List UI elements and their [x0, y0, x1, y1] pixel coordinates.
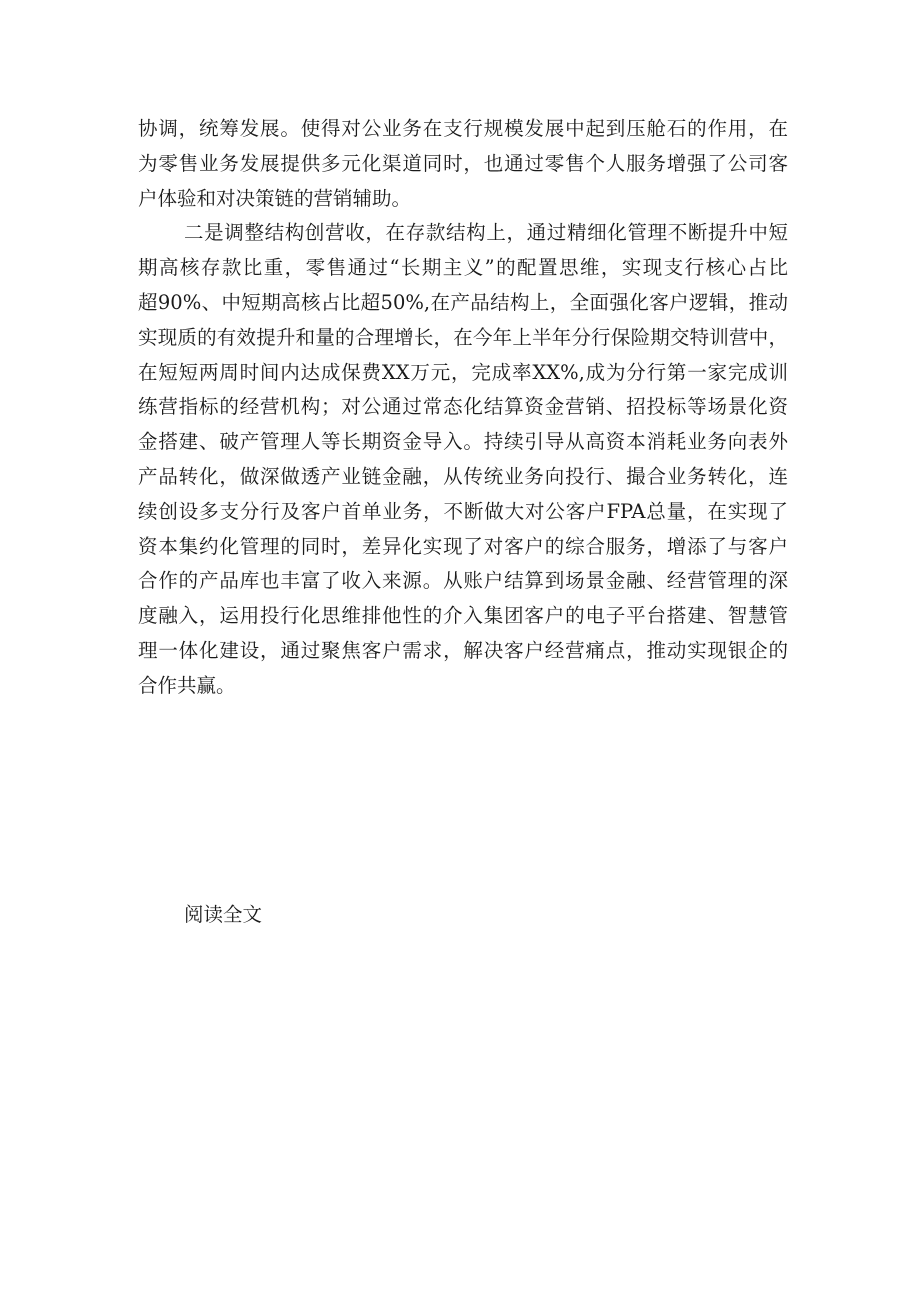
read-full-link[interactable]: 阅读全文: [184, 903, 263, 926]
text-line: 实现质的有效提升和量的合理增长，在今年上半年分行保险期交特训营中，: [138, 325, 788, 349]
text-line: 协调，统筹发展。使得对公业务在支行规模发展中起到压舱石的作用，在: [138, 117, 788, 140]
text-line: 续创设多支分行及客户首单业务，不断做大对公客户FPA总量，在实现了: [138, 499, 788, 523]
text-line: 合作共赢。: [138, 673, 236, 697]
paragraph-2: [138, 216, 788, 703]
text-line: 为零售业务发展提供多元化渠道同时，也通过零售个人服务增强了公司客: [138, 151, 788, 175]
text-line: 产品转化，做深做透产业链金融，从传统业务向投行、撮合业务转化，连: [138, 464, 788, 488]
paragraph-1: [138, 112, 788, 216]
text-line: 合作的产品库也丰富了收入来源。从账户结算到场景金融、经营管理的深: [138, 569, 788, 593]
text-line: 二是调整结构创营收，在存款结构上，通过精细化管理不断提升中短: [184, 221, 788, 245]
text-line: 期高核存款比重，零售通过“长期主义”的配置思维，实现支行核心占比: [138, 256, 788, 280]
text-line: 练营指标的经营机构；对公通过常态化结算资金营销、招投标等场景化资: [138, 395, 788, 419]
text-line: 资本集约化管理的同时，差异化实现了对客户的综合服务，增添了与客户: [138, 534, 788, 558]
text-line: 超90%、中短期高核占比超50%,在产品结构上，全面强化客户逻辑，推动: [138, 290, 788, 314]
text-line: 在短短两周时间内达成保费XX万元，完成率XX%,成为分行第一家完成训: [138, 360, 788, 384]
text-line: 金搭建、破产管理人等长期资金导入。持续引导从高资本消耗业务向表外: [138, 430, 788, 454]
text-line: 户体验和对决策链的营销辅助。: [138, 186, 412, 210]
text-line: 度融入，运用投行化思维排他性的介入集团客户的电子平台搭建、智慧管: [138, 604, 788, 628]
text-line: 理一体化建设，通过聚焦客户需求，解决客户经营痛点，推动实现银企的: [138, 638, 788, 662]
article-body: [138, 112, 788, 704]
